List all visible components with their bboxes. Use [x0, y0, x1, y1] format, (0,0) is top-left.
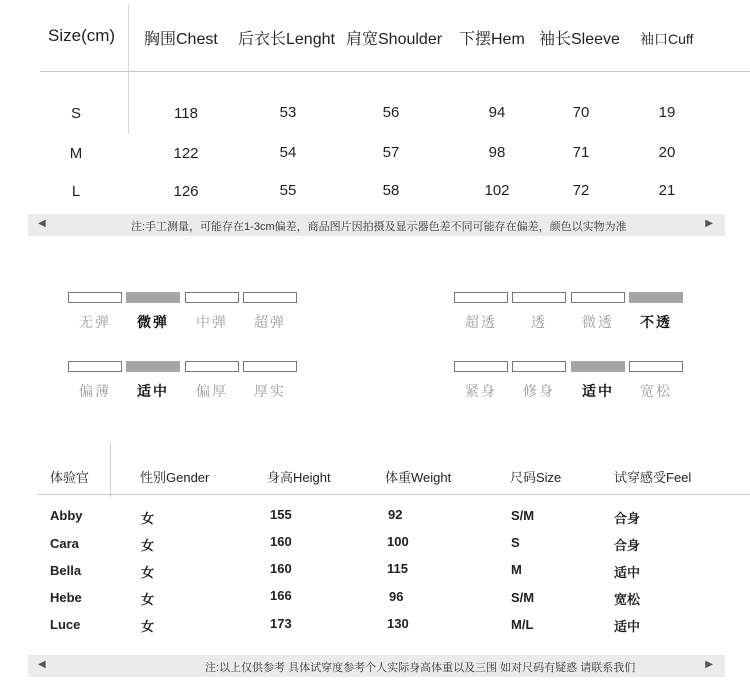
transparency-label-slight: 微透	[582, 314, 614, 330]
measurement-note-text: 注:手工测量，可能存在1-3cm偏差，商品图片因拍摄及显示器色差不同可能存在偏差，颜色以实物为准	[131, 221, 627, 233]
reviewer-row-5-size: M/L	[511, 617, 534, 632]
reviewer-row-3-weight: 115	[387, 561, 408, 576]
reviewer-row-5-name: Luce	[50, 617, 81, 632]
reviewer-row-1-feel: 合身	[614, 511, 641, 526]
thickness-box-3	[185, 361, 239, 372]
reviewer-row-5-weight: 130	[387, 616, 409, 631]
reviewer-row-2-feel: 合身	[614, 538, 641, 553]
reviewer-row-2-gender: 女	[141, 538, 155, 553]
header-length: 后衣长Lenght	[238, 31, 335, 48]
reviewer-divider-horizontal	[38, 494, 750, 495]
size-row-m-shoulder: 57	[382, 144, 400, 161]
transparency-label-opaque: 不透	[640, 314, 672, 330]
size-chart-table	[0, 0, 750, 210]
measurement-note-scrollbar[interactable]	[28, 214, 725, 236]
header-sleeve: 袖长Sleeve	[539, 31, 620, 48]
size-row-m-size: M	[69, 145, 83, 162]
reviewer-row-2-size: S	[511, 535, 520, 550]
header-chest: 胸围Chest	[144, 31, 218, 48]
size-row-s-chest: 118	[174, 105, 198, 122]
reviewer-header-height: 身高Height	[267, 470, 331, 485]
reviewer-row-2-height: 160	[270, 534, 292, 549]
thickness-label-medium: 适中	[137, 383, 169, 399]
elasticity-label-slight: 微弹	[137, 314, 169, 330]
fit-box-4	[629, 361, 683, 372]
reviewer-row-3-size: M	[511, 562, 522, 577]
reviewer-row-4-size: S/M	[511, 590, 535, 605]
reviewer-row-5-height: 173	[270, 616, 292, 631]
reviewer-header-size: 尺码Size	[510, 470, 562, 485]
size-row-l-chest: 126	[173, 183, 199, 200]
thickness-label-thick: 偏厚	[196, 383, 228, 399]
fit-label-loose: 宽松	[640, 383, 672, 399]
transparency-box-2	[512, 292, 566, 303]
scroll-left-arrow-icon[interactable]: ◀	[38, 218, 46, 229]
size-row-m-length: 54	[279, 144, 297, 161]
transparency-box-3	[571, 292, 625, 303]
fit-label-slim: 修身	[523, 383, 555, 399]
size-row-s-hem: 94	[488, 104, 506, 121]
size-row-l-size: L	[71, 183, 81, 200]
fit-box-3-selected	[571, 361, 625, 372]
size-row-m-hem: 98	[488, 144, 506, 161]
reviewer-row-3-name: Bella	[50, 563, 82, 578]
transparency-box-1	[454, 292, 508, 303]
fit-box-2	[512, 361, 566, 372]
reviewer-row-1-name: Abby	[50, 508, 83, 523]
reviewer-row-1-weight: 92	[388, 507, 403, 522]
thickness-label-heavy: 厚实	[254, 383, 286, 399]
elasticity-label-none: 无弹	[79, 314, 111, 330]
reviewer-row-1-size: S/M	[511, 508, 535, 523]
elasticity-scale	[68, 292, 300, 342]
size-row-m-sleeve: 71	[572, 144, 590, 161]
elasticity-box-2-selected	[126, 292, 180, 303]
size-row-l-sleeve: 72	[572, 182, 590, 199]
reviewer-divider-vertical	[110, 442, 111, 497]
table-divider-horizontal	[40, 71, 750, 72]
size-row-m-cuff: 20	[658, 144, 676, 161]
scroll-right-arrow-icon[interactable]: ▶	[705, 659, 713, 670]
fit-label-medium: 适中	[582, 383, 614, 399]
elasticity-box-4	[243, 292, 297, 303]
size-row-s-size: S	[70, 105, 82, 122]
size-row-s-cuff: 19	[658, 104, 676, 121]
header-cuff: 袖口Cuff	[640, 31, 694, 47]
table-divider-vertical	[128, 4, 129, 134]
transparency-scale	[454, 292, 686, 342]
fit-box-1	[454, 361, 508, 372]
reviewer-row-4-weight: 96	[389, 589, 404, 604]
reviewer-row-5-feel: 适中	[614, 619, 641, 634]
thickness-label-thin: 偏薄	[79, 383, 111, 399]
elasticity-box-3	[185, 292, 239, 303]
size-row-m-chest: 122	[173, 145, 199, 162]
reviewer-header-feel: 试穿感受Feel	[614, 470, 692, 485]
reviewer-row-4-feel: 宽松	[614, 592, 641, 607]
size-row-l-shoulder: 58	[382, 182, 400, 199]
reviewer-row-3-feel: 适中	[614, 565, 641, 580]
header-hem: 下摆Hem	[459, 31, 525, 48]
scroll-right-arrow-icon[interactable]: ▶	[705, 218, 713, 229]
elasticity-label-medium: 中弹	[196, 314, 228, 330]
reviewer-header-gender: 性别Gender	[140, 470, 210, 485]
reference-note-text: 注:以上仅供参考 具体试穿度参考个人实际身高体重以及三围 如对尺码有疑惑 请联系我们	[205, 662, 636, 674]
reviewer-row-4-name: Hebe	[50, 590, 82, 605]
thickness-scale	[68, 361, 300, 411]
reviewer-row-3-height: 160	[270, 561, 292, 576]
reviewer-row-1-height: 155	[270, 507, 292, 522]
transparency-box-4-selected	[629, 292, 683, 303]
header-shoulder: 肩宽Shoulder	[346, 31, 443, 48]
reviewer-header-name: 体验官	[50, 470, 90, 485]
thickness-box-1	[68, 361, 122, 372]
fit-label-tight: 紧身	[465, 383, 497, 399]
size-row-l-cuff: 21	[658, 182, 676, 199]
reviewer-header-weight: 体重Weight	[385, 470, 452, 485]
reviewer-row-1-gender: 女	[141, 511, 155, 526]
thickness-box-4	[243, 361, 297, 372]
reviewer-row-3-gender: 女	[141, 565, 155, 580]
reference-note-scrollbar[interactable]	[28, 655, 725, 677]
reviewer-row-2-weight: 100	[387, 534, 409, 549]
transparency-label-sheer: 透	[531, 314, 547, 330]
reviewer-row-5-gender: 女	[141, 619, 155, 634]
elasticity-label-super: 超弹	[254, 314, 286, 330]
reviewer-row-2-name: Cara	[50, 536, 79, 551]
size-row-l-hem: 102	[484, 182, 510, 199]
scroll-left-arrow-icon[interactable]: ◀	[38, 659, 46, 670]
fit-scale	[454, 361, 686, 411]
size-row-l-length: 55	[279, 182, 297, 199]
transparency-label-very: 超透	[465, 314, 497, 330]
elasticity-box-1	[68, 292, 122, 303]
thickness-box-2-selected	[126, 361, 180, 372]
size-row-s-length: 53	[279, 104, 297, 121]
reviewer-row-4-height: 166	[270, 588, 292, 603]
size-row-s-shoulder: 56	[382, 104, 400, 121]
reviewer-row-4-gender: 女	[141, 592, 155, 607]
size-row-s-sleeve: 70	[572, 104, 590, 121]
header-size: Size(cm)	[48, 26, 116, 45]
